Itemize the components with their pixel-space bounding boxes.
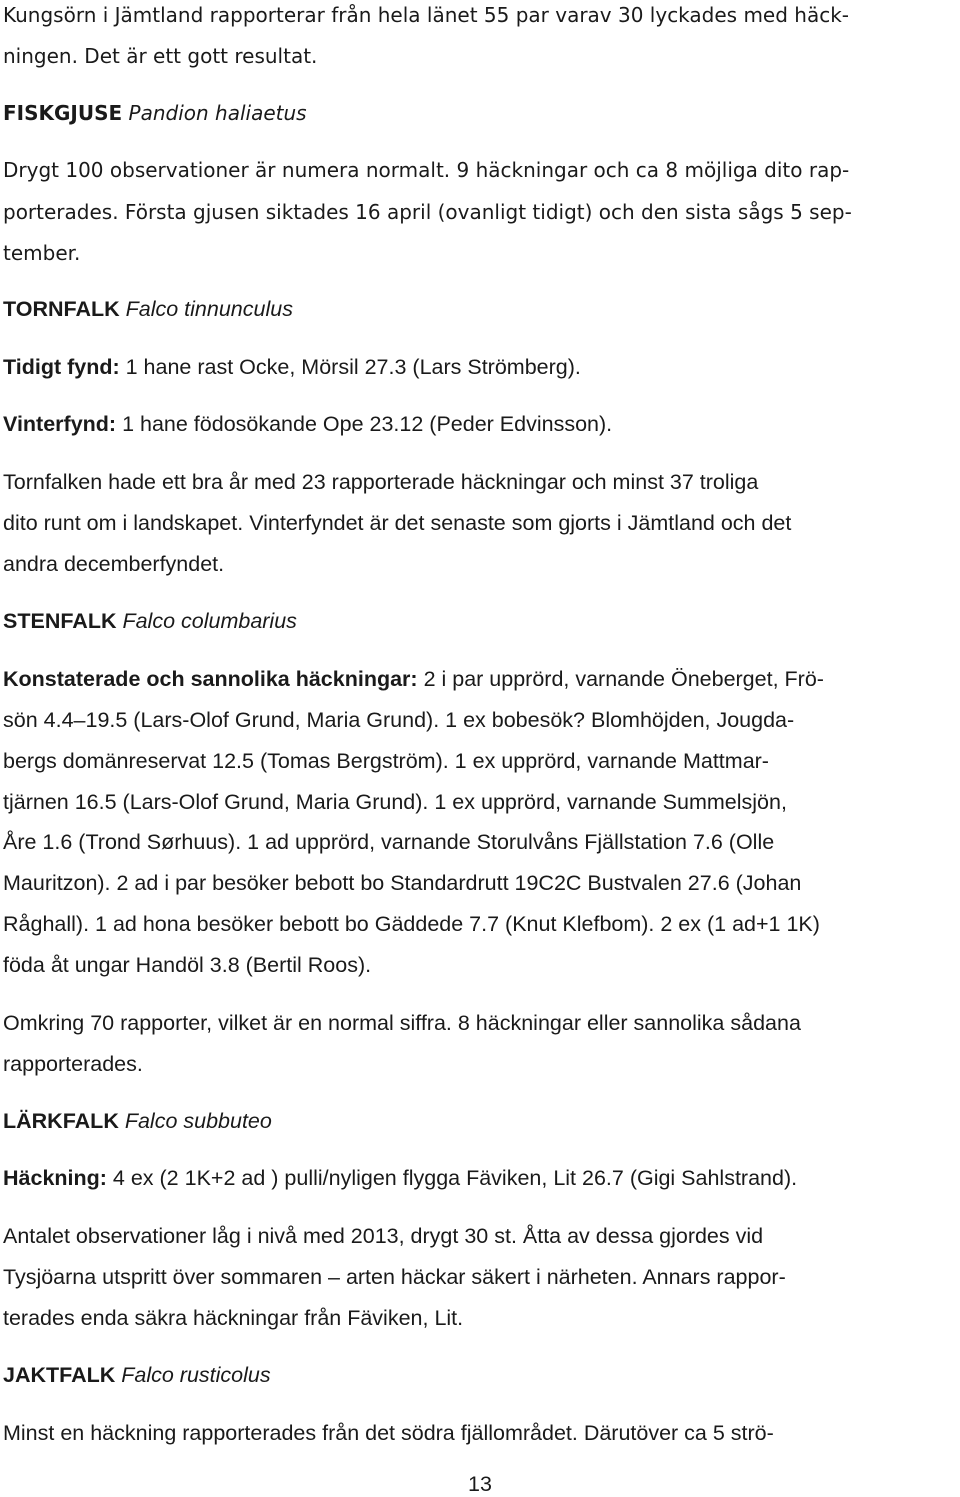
field-value: 1 hane rast Ocke, Mörsil 27.3 (Lars Strömberg). xyxy=(119,355,581,379)
text-line: terades enda säkra häckningar från Fäviken, Lit. xyxy=(3,1306,464,1330)
text-line: Omkring 70 rapporter, vilket är en normal siffra. 8 häckningar eller sannolika sådana xyxy=(3,1011,801,1035)
text-line: ningen. Det är ett gott resultat. xyxy=(3,44,318,68)
text-line: andra decemberfyndet. xyxy=(3,552,225,576)
text-line: dito runt om i landskapet. Vinterfyndet är det senaste som gjorts i Jämtland och det xyxy=(3,511,792,535)
text-line: Kungsörn i Jämtland rapporterar från hela länet 55 par varav 30 lyckades med häck- xyxy=(3,3,850,27)
text-line: Åre 1.6 (Trond Sørhuus). 1 ad upprörd, varnande Storulvåns Fjällstation 7.6 (Olle xyxy=(3,830,775,854)
text-line-hackning xyxy=(3,1165,797,1191)
species-name: TORNFALK xyxy=(3,297,120,321)
text-line: Råghall). 1 ad hona besöker bebott bo Gäddede 7.7 (Knut Klefbom). 2 ex (1 ad+1 1K) xyxy=(3,912,820,936)
species-heading-stenfalk xyxy=(3,608,297,634)
text-line: tember. xyxy=(3,241,81,265)
text-line: Tornfalken hade ett bra år med 23 rapporterade häckningar och minst 37 troliga xyxy=(3,470,759,494)
species-heading-larkfalk xyxy=(3,1108,272,1134)
text-line: porterades. Första gjusen siktades 16 april (ovanligt tidigt) och den sista sågs 5 sep- xyxy=(3,200,852,224)
species-heading-fiskgjuse xyxy=(3,100,307,126)
species-latin: Falco rusticolus xyxy=(115,1363,271,1387)
species-name: JAKTFALK xyxy=(3,1363,116,1387)
field-label: Häckning: xyxy=(3,1166,107,1190)
text-line: Mauritzon). 2 ad i par besöker bebott bo Standardrutt 19C2C Bustvalen 27.6 (Johan xyxy=(3,871,802,895)
field-label: Vinterfynd: xyxy=(3,412,117,436)
field-label: Konstaterade och sannolika häckningar: xyxy=(3,667,418,691)
species-name: LÄRKFALK xyxy=(3,1109,119,1133)
text-line: Antalet observationer låg i nivå med 2013, drygt 30 st. Åtta av dessa gjordes vid xyxy=(3,1224,764,1248)
species-latin: Falco subbuteo xyxy=(118,1109,272,1133)
text-line-vinterfynd xyxy=(3,411,612,437)
text-line: bergs domänreservat 12.5 (Tomas Bergström). 1 ex upprörd, varnande Mattmar- xyxy=(3,749,769,773)
species-name: STENFALK xyxy=(3,609,117,633)
species-heading-jaktfalk xyxy=(3,1362,271,1388)
text-line-tidigt-fynd xyxy=(3,354,581,380)
species-heading-tornfalk xyxy=(3,296,293,322)
text-line: tjärnen 16.5 (Lars-Olof Grund, Maria Grund). 1 ex upprörd, varnande Summelsjön, xyxy=(3,790,787,814)
text-line: Minst en häckning rapporterades från det södra fjällområdet. Därutöver ca 5 strö- xyxy=(3,1421,774,1445)
field-value: 4 ex (2 1K+2 ad ) pulli/nyligen flygga Fäviken, Lit 26.7 (Gigi Sahlstrand). xyxy=(106,1166,798,1190)
text-line: Tysjöarna utspritt över sommaren – arten häckar säkert i närheten. Annars rappor- xyxy=(3,1265,786,1289)
text-line: Drygt 100 observationer är numera normalt. 9 häckningar och ca 8 möjliga dito rap- xyxy=(3,158,850,182)
text-line: föda åt ungar Handöl 3.8 (Bertil Roos). xyxy=(3,953,372,977)
field-value: 2 i par upprörd, varnande Öneberget, Frö- xyxy=(417,667,824,691)
field-value: 1 hane födosökande Ope 23.12 (Peder Edvinsson). xyxy=(116,412,613,436)
species-latin: Falco tinnunculus xyxy=(119,297,293,321)
species-latin: Falco columbarius xyxy=(116,609,297,633)
species-latin: Pandion haliaetus xyxy=(122,101,307,125)
text-line-konstaterade xyxy=(3,666,824,692)
field-label: Tidigt fynd: xyxy=(3,355,120,379)
page-number: 13 xyxy=(468,1472,492,1496)
text-line: sön 4.4–19.5 (Lars-Olof Grund, Maria Grund). 1 ex bobesök? Blomhöjden, Jougda- xyxy=(3,708,795,732)
species-name: FISKGJUSE xyxy=(3,101,123,125)
text-line: rapporterades. xyxy=(3,1052,143,1076)
